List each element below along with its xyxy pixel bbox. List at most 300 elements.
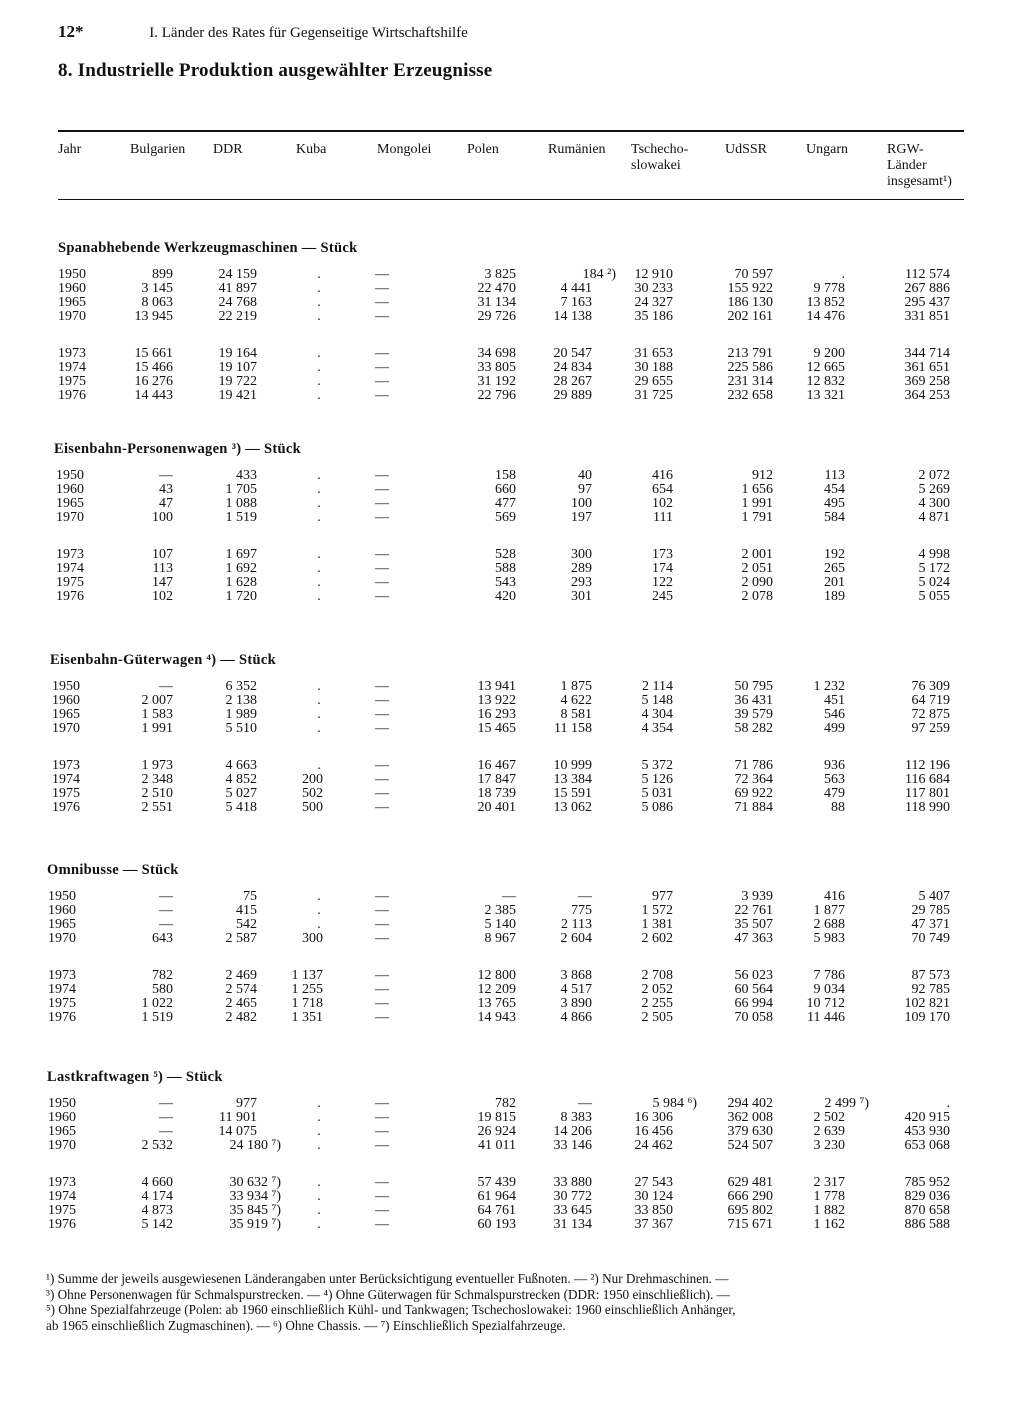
value-cell: 420 [495, 589, 516, 604]
value-cell: 15 465 [477, 721, 516, 736]
value-cell: 60 564 [734, 982, 773, 997]
value-cell: . [317, 360, 321, 375]
value-cell: — [375, 903, 389, 918]
value-cell: 33 645 [553, 1203, 592, 1218]
year-cell: 1976 [52, 800, 80, 815]
value-cell: 19 107 [218, 360, 257, 375]
year-cell: 1976 [48, 1217, 76, 1232]
value-cell: 29 655 [634, 374, 673, 389]
value-cell: 912 [752, 468, 773, 483]
value-cell: 4 174 [141, 1189, 173, 1204]
year-cell: 1950 [52, 679, 80, 694]
value-cell: 643 [152, 931, 173, 946]
value-cell: 39 579 [734, 707, 773, 722]
year-cell: 1975 [52, 786, 80, 801]
year-cell: 1974 [48, 982, 76, 997]
value-cell: 588 [495, 561, 516, 576]
table-row [0, 918, 1024, 932]
value-cell: 2 113 [561, 917, 592, 932]
value-cell: 109 170 [904, 1010, 950, 1025]
value-cell: 416 [652, 468, 673, 483]
value-cell: . [841, 267, 845, 282]
value-cell: 113 [824, 468, 845, 483]
footnote-line: ab 1965 einschließlich Zugmaschinen). — ⁶) Ohne Chassis. — ⁷) Einschließlich Spezialfahrzeuge. [46, 1317, 566, 1333]
value-cell: . [317, 482, 321, 497]
value-cell: 454 [824, 482, 845, 497]
value-cell: . [317, 1203, 321, 1218]
value-cell: 563 [824, 772, 845, 787]
value-cell: — [375, 721, 389, 736]
value-cell: 31 725 [634, 388, 673, 403]
year-cell: 1975 [56, 575, 84, 590]
table-row [0, 347, 1024, 361]
value-cell: . [317, 1138, 321, 1153]
value-cell: 50 795 [734, 679, 773, 694]
table-row [0, 483, 1024, 497]
value-cell: 899 [152, 267, 173, 282]
value-cell: 12 665 [806, 360, 845, 375]
table-row [0, 722, 1024, 736]
value-cell: — [159, 1124, 173, 1139]
value-cell: 1 877 [813, 903, 845, 918]
value-cell: — [375, 496, 389, 511]
value-cell: 30 124 [634, 1189, 673, 1204]
value-cell: 60 193 [477, 1217, 516, 1232]
value-cell: 11 158 [554, 721, 592, 736]
value-cell: 16 306 [634, 1110, 673, 1125]
value-cell: 69 922 [734, 786, 773, 801]
value-cell: 245 [652, 589, 673, 604]
value-cell: 300 [571, 547, 592, 562]
value-cell: 420 915 [904, 1110, 950, 1125]
value-cell: 580 [152, 982, 173, 997]
value-cell: 155 922 [727, 281, 773, 296]
value-cell: 70 058 [734, 1010, 773, 1025]
value-cell: — [159, 903, 173, 918]
value-cell: 295 437 [904, 295, 950, 310]
value-cell: 1 088 [225, 496, 257, 511]
value-cell: 24 462 [634, 1138, 673, 1153]
value-cell: — [375, 547, 389, 562]
col-head-polen: Polen [467, 142, 499, 157]
value-cell: 14 443 [134, 388, 173, 403]
value-cell: 66 994 [734, 996, 773, 1011]
value-cell: 416 [824, 889, 845, 904]
table-row [0, 801, 1024, 815]
year-cell: 1976 [56, 589, 84, 604]
value-cell: 4 304 [641, 707, 673, 722]
value-cell: 24 180 ⁷) [229, 1138, 281, 1153]
value-cell: 569 [495, 510, 516, 525]
year-cell: 1965 [48, 1124, 76, 1139]
value-cell: 35 919 ⁷) [229, 1217, 281, 1232]
table-row [0, 562, 1024, 576]
value-cell: 9 034 [813, 982, 845, 997]
value-cell: 71 786 [734, 758, 773, 773]
value-cell: 5 269 [918, 482, 950, 497]
section-title: Omnibusse — Stück [47, 862, 179, 878]
value-cell: . [317, 1124, 321, 1139]
value-cell: — [375, 707, 389, 722]
value-cell: 2 532 [141, 1138, 173, 1153]
value-cell: 88 [831, 800, 845, 815]
value-cell: 2 007 [141, 693, 173, 708]
value-cell: 1 720 [225, 589, 257, 604]
value-cell: 5 984 ⁶) [652, 1096, 697, 1111]
value-cell: — [375, 1124, 389, 1139]
table-row [0, 310, 1024, 324]
year-cell: 1970 [58, 309, 86, 324]
table-title: 8. Industrielle Produktion ausgewählter Erzeugnisse [58, 60, 493, 81]
value-cell: 543 [495, 575, 516, 590]
value-cell: 14 138 [553, 309, 592, 324]
col-head-rumaenien: Rumänien [548, 142, 606, 157]
value-cell: — [375, 1096, 389, 1111]
value-cell: 12 910 [634, 267, 673, 282]
table-row [0, 590, 1024, 604]
value-cell: 22 761 [734, 903, 773, 918]
value-cell: 13 922 [477, 693, 516, 708]
value-cell: — [502, 889, 516, 904]
value-cell: 1 791 [741, 510, 773, 525]
value-cell: 3 890 [560, 996, 592, 1011]
value-cell: 2 502 [813, 1110, 845, 1125]
year-cell: 1973 [52, 758, 80, 773]
value-cell: 12 209 [477, 982, 516, 997]
value-cell: 451 [824, 693, 845, 708]
value-cell: 1 137 [291, 968, 323, 983]
value-cell: 174 [652, 561, 673, 576]
value-cell: 19 815 [477, 1110, 516, 1125]
year-cell: 1970 [52, 721, 80, 736]
value-cell: 2 604 [560, 931, 592, 946]
value-cell: 192 [824, 547, 845, 562]
year-cell: 1960 [48, 903, 76, 918]
value-cell: 977 [236, 1096, 257, 1111]
value-cell: — [375, 1138, 389, 1153]
table-row [0, 904, 1024, 918]
section-title: Lastkraftwagen ⁵) — Stück [47, 1069, 223, 1085]
value-cell: 16 293 [477, 707, 516, 722]
value-cell: 26 924 [477, 1124, 516, 1139]
value-cell: 1 875 [560, 679, 592, 694]
value-cell: 43 [159, 482, 173, 497]
value-cell: — [375, 295, 389, 310]
value-cell: 3 230 [813, 1138, 845, 1153]
col-head-ddr: DDR [213, 142, 243, 157]
value-cell: 654 [652, 482, 673, 497]
value-cell: . [317, 1110, 321, 1125]
value-cell: 936 [824, 758, 845, 773]
value-cell: 415 [236, 903, 257, 918]
value-cell: 11 901 [219, 1110, 257, 1125]
section-title: Eisenbahn-Güterwagen ⁴) — Stück [50, 652, 276, 668]
table-row [0, 282, 1024, 296]
value-cell: 118 990 [905, 800, 950, 815]
value-cell: 19 164 [218, 346, 257, 361]
value-cell: 20 547 [553, 346, 592, 361]
col-head-kuba: Kuba [296, 142, 327, 157]
value-cell: . [317, 721, 321, 736]
value-cell: 1 381 [641, 917, 673, 932]
col-head-jahr: Jahr [58, 142, 82, 157]
value-cell: 542 [236, 917, 257, 932]
value-cell: 502 [302, 786, 323, 801]
value-cell: — [375, 786, 389, 801]
value-cell: — [375, 1203, 389, 1218]
value-cell: 31 134 [477, 295, 516, 310]
value-cell: 58 282 [734, 721, 773, 736]
value-cell: 13 945 [134, 309, 173, 324]
value-cell: 2 138 [225, 693, 257, 708]
year-cell: 1973 [48, 968, 76, 983]
value-cell: 7 786 [813, 968, 845, 983]
value-cell: 2 639 [813, 1124, 845, 1139]
value-cell: 9 778 [813, 281, 845, 296]
year-cell: 1975 [48, 1203, 76, 1218]
year-cell: 1975 [58, 374, 86, 389]
value-cell: 695 802 [727, 1203, 773, 1218]
value-cell: — [375, 346, 389, 361]
value-cell: 7 163 [560, 295, 592, 310]
value-cell: 24 159 [218, 267, 257, 282]
value-cell: 2 602 [641, 931, 673, 946]
value-cell: 5 031 [641, 786, 673, 801]
col-head-bulgarien: Bulgarien [130, 142, 186, 157]
table-row [0, 576, 1024, 590]
value-cell: 8 967 [484, 931, 516, 946]
value-cell: 4 354 [641, 721, 673, 736]
year-cell: 1973 [56, 547, 84, 562]
value-cell: — [375, 889, 389, 904]
year-cell: 1960 [52, 693, 80, 708]
table-row [0, 1125, 1024, 1139]
value-cell: 3 868 [560, 968, 592, 983]
chapter-title: I. Länder des Rates für Gegenseitige Wirtschaftshilfe [149, 25, 468, 41]
value-cell: 33 805 [477, 360, 516, 375]
section-title: Spanabhebende Werkzeugmaschinen — Stück [58, 240, 358, 256]
value-cell: 97 [578, 482, 592, 497]
value-cell: — [375, 1189, 389, 1204]
value-cell: 56 023 [734, 968, 773, 983]
value-cell: 2 505 [641, 1010, 673, 1025]
value-cell: 47 363 [734, 931, 773, 946]
value-cell: . [317, 679, 321, 694]
value-cell: 379 630 [727, 1124, 773, 1139]
table-row [0, 983, 1024, 997]
value-cell: 364 253 [904, 388, 950, 403]
year-cell: 1974 [48, 1189, 76, 1204]
value-cell: 4 998 [918, 547, 950, 562]
value-cell: — [375, 309, 389, 324]
value-cell: . [317, 758, 321, 773]
value-cell: 31 192 [477, 374, 516, 389]
value-cell: 1 692 [225, 561, 257, 576]
table-row [0, 1190, 1024, 1204]
value-cell: 64 761 [477, 1203, 516, 1218]
value-cell: 15 591 [553, 786, 592, 801]
value-cell: — [375, 982, 389, 997]
value-cell: 1 973 [141, 758, 173, 773]
value-cell: 886 588 [904, 1217, 950, 1232]
value-cell: 200 [302, 772, 323, 787]
value-cell: . [317, 561, 321, 576]
value-cell: — [375, 917, 389, 932]
value-cell: . [317, 309, 321, 324]
value-cell: 22 219 [218, 309, 257, 324]
value-cell: 24 768 [218, 295, 257, 310]
year-cell: 1950 [48, 1096, 76, 1111]
value-cell: 97 259 [911, 721, 950, 736]
page-header [58, 22, 468, 42]
value-cell: 47 371 [911, 917, 950, 932]
year-cell: 1960 [48, 1110, 76, 1125]
value-cell: — [578, 1096, 592, 1111]
value-cell: 2 708 [641, 968, 673, 983]
value-cell: . [317, 693, 321, 708]
year-cell: 1970 [56, 510, 84, 525]
year-cell: 1974 [52, 772, 80, 787]
value-cell: 201 [824, 575, 845, 590]
value-cell: 4 663 [225, 758, 257, 773]
value-cell: — [159, 889, 173, 904]
table-row [0, 997, 1024, 1011]
value-cell: — [375, 800, 389, 815]
value-cell: 5 142 [141, 1217, 173, 1232]
value-cell: . [317, 281, 321, 296]
value-cell: 30 233 [634, 281, 673, 296]
value-cell: 30 772 [553, 1189, 592, 1204]
value-cell: . [317, 496, 321, 511]
value-cell: 528 [495, 547, 516, 562]
value-cell: 117 801 [905, 786, 950, 801]
value-cell: 112 196 [905, 758, 950, 773]
value-cell: 71 884 [734, 800, 773, 815]
col-head-tschechoslowakei: Tschecho- slowakei [631, 142, 689, 173]
value-cell: 87 573 [911, 968, 950, 983]
col-head-ungarn: Ungarn [806, 142, 848, 157]
table-row [0, 1139, 1024, 1153]
value-cell: 5 126 [641, 772, 673, 787]
value-cell: 829 036 [904, 1189, 950, 1204]
year-cell: 1974 [56, 561, 84, 576]
table-header-rule [58, 199, 964, 200]
year-cell: 1950 [56, 468, 84, 483]
value-cell: 116 684 [905, 772, 950, 787]
table-row [0, 1111, 1024, 1125]
value-cell: . [317, 346, 321, 361]
value-cell: 57 439 [477, 1175, 516, 1190]
table-row [0, 969, 1024, 983]
value-cell: — [159, 917, 173, 932]
value-cell: 28 267 [553, 374, 592, 389]
value-cell: 1 572 [641, 903, 673, 918]
value-cell: 102 [652, 496, 673, 511]
value-cell: 64 719 [911, 693, 950, 708]
value-cell: 9 200 [813, 346, 845, 361]
value-cell: 14 075 [218, 1124, 257, 1139]
value-cell: 2 090 [741, 575, 773, 590]
value-cell: 1 255 [291, 982, 323, 997]
value-cell: 147 [152, 575, 173, 590]
value-cell: 6 352 [225, 679, 257, 694]
table-row [0, 1011, 1024, 1025]
year-cell: 1970 [48, 931, 76, 946]
value-cell: 782 [152, 968, 173, 983]
table-row [0, 1176, 1024, 1190]
value-cell: 5 372 [641, 758, 673, 773]
value-cell: 70 749 [911, 931, 950, 946]
value-cell: 2 587 [225, 931, 257, 946]
value-cell: 2 574 [225, 982, 257, 997]
value-cell: 3 145 [141, 281, 173, 296]
value-cell: 10 712 [806, 996, 845, 1011]
value-cell: 19 722 [218, 374, 257, 389]
table-row [0, 296, 1024, 310]
value-cell: — [159, 468, 173, 483]
value-cell: 1 628 [225, 575, 257, 590]
value-cell: 33 850 [634, 1203, 673, 1218]
value-cell: 14 206 [553, 1124, 592, 1139]
value-cell: 433 [236, 468, 257, 483]
value-cell: . [317, 1189, 321, 1204]
value-cell: — [375, 1175, 389, 1190]
value-cell: — [159, 1096, 173, 1111]
value-cell: 184 ²) [582, 267, 616, 282]
value-cell: 477 [495, 496, 516, 511]
value-cell: . [317, 510, 321, 525]
col-head-rgw-gesamt: RGW- Länder insgesamt¹) [887, 142, 952, 189]
value-cell: 33 146 [553, 1138, 592, 1153]
value-cell: 158 [495, 468, 516, 483]
year-cell: 1950 [48, 889, 76, 904]
value-cell: 782 [495, 1096, 516, 1111]
value-cell: — [375, 510, 389, 525]
value-cell: 775 [571, 903, 592, 918]
year-cell: 1976 [48, 1010, 76, 1025]
value-cell: 22 796 [477, 388, 516, 403]
year-cell: 1960 [56, 482, 84, 497]
value-cell: 2 465 [225, 996, 257, 1011]
year-cell: 1950 [58, 267, 86, 282]
table-row [0, 548, 1024, 562]
value-cell: . [317, 388, 321, 403]
value-cell: 92 785 [911, 982, 950, 997]
value-cell: 479 [824, 786, 845, 801]
value-cell: 41 897 [218, 281, 257, 296]
value-cell: 5 148 [641, 693, 673, 708]
value-cell: 499 [824, 721, 845, 736]
value-cell: 5 407 [918, 889, 950, 904]
value-cell: 225 586 [727, 360, 773, 375]
value-cell: 35 845 ⁷) [229, 1203, 281, 1218]
value-cell: 5 983 [813, 931, 845, 946]
value-cell: 75 [243, 889, 257, 904]
value-cell: 2 052 [641, 982, 673, 997]
value-cell: 5 172 [918, 561, 950, 576]
value-cell: 2 114 [642, 679, 673, 694]
value-cell: 3 825 [484, 267, 516, 282]
value-cell: 977 [652, 889, 673, 904]
value-cell: 3 939 [741, 889, 773, 904]
value-cell: 19 421 [218, 388, 257, 403]
value-cell: 1 583 [141, 707, 173, 722]
value-cell: 33 880 [553, 1175, 592, 1190]
value-cell: . [317, 374, 321, 389]
value-cell: . [317, 903, 321, 918]
value-cell: 5 086 [641, 800, 673, 815]
value-cell: 232 658 [727, 388, 773, 403]
